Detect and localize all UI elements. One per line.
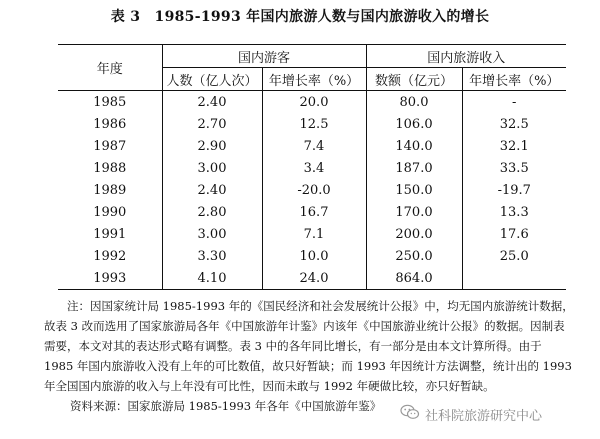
- visitors-cell: 2.40: [162, 91, 262, 114]
- table-body: [58, 91, 566, 290]
- header-visitors-count: 人数（亿人次）: [162, 68, 262, 91]
- year-cell: 1992: [93, 248, 127, 264]
- revenue-growth-cell: 32.5: [462, 113, 566, 135]
- header-domestic-visitors: 国内游客: [162, 45, 366, 68]
- visitors-growth-cell: 12.5: [262, 113, 366, 135]
- revenue-cell: 150.0: [366, 179, 462, 201]
- table-title: 表 3 1985-1993 年国内旅游人数与国内旅游收入的增长: [110, 9, 490, 25]
- revenue-growth-cell: 13.3: [462, 201, 566, 223]
- year-cell: 1985: [93, 94, 127, 110]
- data-source: 资料来源：国家旅游局 1985-1993 年各年《中国旅游年鉴》: [70, 399, 382, 413]
- header-domestic-revenue: 国内旅游收入: [366, 45, 566, 68]
- table-row: [58, 245, 566, 267]
- table-note: 注：因国家统计局 1985-1993 年的《国民经济和社会发展统计公报》中，均无国内旅游统计数据，故表 3 改而选用了国家旅游局各年《中国旅游年计鉴》内该年《中国旅游业统计公报》的数据。因制表需要，本文对其的表达形式略有调整。表 3 中的各年同比增长，有一部分是由本文计算所得。由于 1985 年国内旅游收入没有上年的可比数值，故只好暂缺；而 1993 年因统计方法调整，统计出的 1993 年全国国内旅游的收入与上年没有可比性，因而未敢与 1992 年硬做比较，亦只好暂缺。: [44, 299, 574, 393]
- revenue-growth-cell: 33.5: [462, 157, 566, 179]
- revenue-growth-cell: 25.0: [462, 245, 566, 267]
- header-visitors-growth: 年增长率（%）: [262, 68, 366, 91]
- table-row: [58, 223, 566, 245]
- visitors-growth-cell: 24.0: [262, 267, 366, 290]
- visitors-cell: 2.40: [162, 179, 262, 201]
- table-row: [58, 135, 566, 157]
- table-row: [58, 113, 566, 135]
- table-row: [58, 91, 566, 114]
- revenue-cell: 140.0: [366, 135, 462, 157]
- year-cell: 1987: [93, 138, 127, 154]
- year-cell: 1986: [93, 116, 127, 132]
- visitors-cell: 3.30: [162, 245, 262, 267]
- revenue-growth-cell: -: [462, 91, 566, 114]
- wechat-icon: [400, 404, 420, 424]
- table-row: [58, 157, 566, 179]
- visitors-growth-cell: 16.7: [262, 201, 366, 223]
- revenue-growth-cell: [462, 267, 566, 290]
- data-table: [58, 44, 566, 290]
- revenue-growth-cell: 17.6: [462, 223, 566, 245]
- revenue-growth-cell: 32.1: [462, 135, 566, 157]
- table-row: [58, 201, 566, 223]
- revenue-growth-cell: -19.7: [462, 179, 566, 201]
- visitors-growth-cell: 3.4: [262, 157, 366, 179]
- visitors-cell: 2.70: [162, 113, 262, 135]
- visitors-growth-cell: 7.1: [262, 223, 366, 245]
- visitors-cell: 4.10: [162, 267, 262, 290]
- year-cell: 1989: [93, 182, 127, 198]
- year-cell: 1993: [58, 267, 162, 290]
- visitors-growth-cell: 10.0: [262, 245, 366, 267]
- revenue-cell: 250.0: [366, 245, 462, 267]
- visitors-growth-cell: 7.4: [262, 135, 366, 157]
- revenue-cell: 200.0: [366, 223, 462, 245]
- visitors-cell: 2.80: [162, 201, 262, 223]
- table-row: [58, 267, 566, 290]
- year-cell: 1988: [93, 160, 127, 176]
- revenue-cell: 80.0: [366, 91, 462, 114]
- visitors-cell: 3.00: [162, 223, 262, 245]
- visitors-cell: 3.00: [162, 157, 262, 179]
- header-revenue-amount: 数额（亿元）: [366, 68, 462, 91]
- revenue-cell: 170.0: [366, 201, 462, 223]
- year-cell: 1990: [93, 204, 127, 220]
- revenue-cell: 187.0: [366, 157, 462, 179]
- revenue-cell: 864.0: [366, 267, 462, 290]
- visitors-growth-cell: -20.0: [262, 179, 366, 201]
- year-cell: 1991: [93, 226, 127, 242]
- watermark: [400, 404, 542, 424]
- revenue-cell: 106.0: [366, 113, 462, 135]
- visitors-cell: 2.90: [162, 135, 262, 157]
- table-row: [58, 179, 566, 201]
- header-revenue-growth: 年增长率（%）: [462, 68, 566, 91]
- visitors-growth-cell: 20.0: [262, 91, 366, 114]
- watermark-text: 社科院旅游研究中心: [425, 408, 543, 424]
- header-year: 年度: [58, 45, 162, 91]
